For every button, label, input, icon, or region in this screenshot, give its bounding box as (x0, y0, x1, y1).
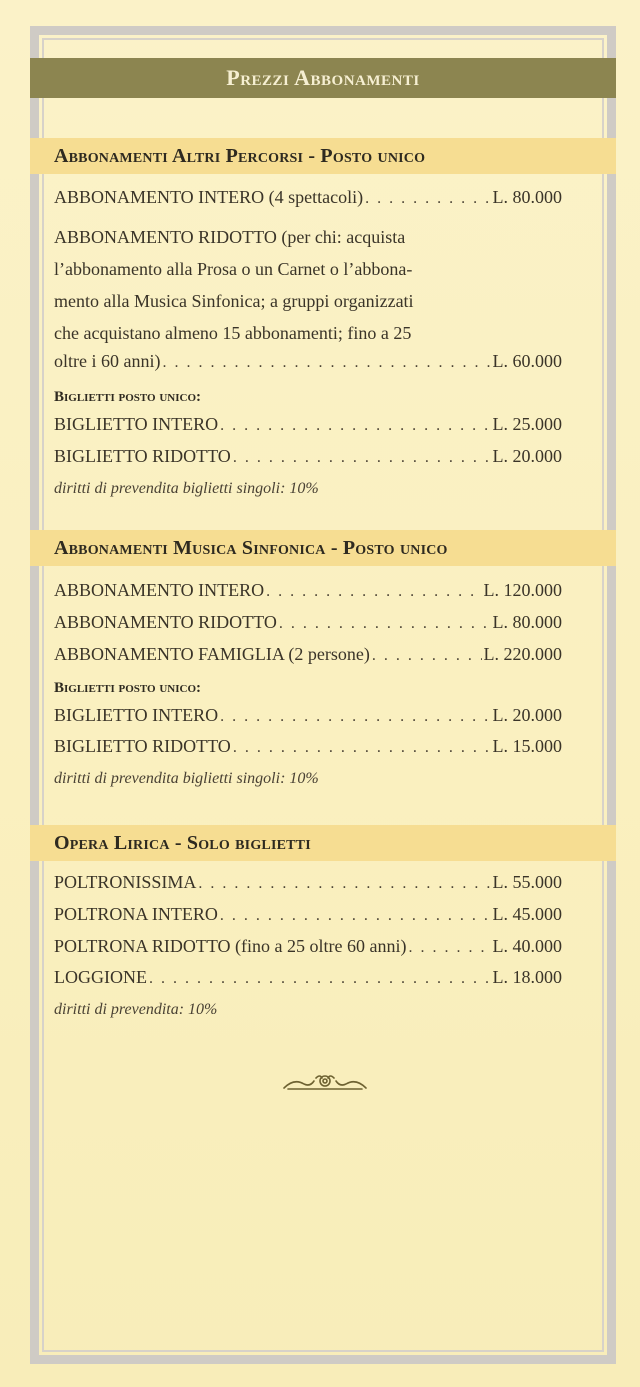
dot-leader (233, 739, 491, 757)
price-row-poltrona-ridotto (54, 936, 562, 964)
presale-fee-note: diritti di prevendita biglietti singoli: 10% (54, 480, 319, 497)
row-price: L. 15.000 (492, 736, 562, 756)
section-title: Abbonamenti Altri Percorsi - Posto unico (54, 144, 426, 167)
section-title: Abbonamenti Musica Sinfonica - Posto unico (54, 536, 448, 559)
row-price: L. 120.000 (483, 580, 562, 600)
price-row-abbonamento-famiglia (54, 644, 562, 672)
section-title: Opera Lirica - Solo biglietti (54, 831, 311, 854)
ridotto-description-line: l’abbonamento alla Prosa o un Carnet o l’abbona- (54, 259, 413, 279)
row-label: ABBONAMENTO INTERO (54, 580, 265, 600)
dot-leader (408, 939, 490, 957)
row-price: L. 55.000 (492, 872, 562, 892)
price-row-poltrona-intero (54, 904, 562, 932)
flourish-ornament-icon (282, 1072, 368, 1092)
dot-leader (233, 449, 491, 467)
main-title-band (30, 58, 616, 98)
price-row-loggione (54, 967, 562, 995)
ridotto-description-line: mento alla Musica Sinfonica; a gruppi organizzati (54, 291, 414, 311)
dot-leader (198, 875, 490, 893)
page-title: Prezzi Abbonamenti (226, 65, 420, 90)
row-label: POLTRONISSIMA (54, 872, 197, 892)
presale-fee-note: diritti di prevendita biglietti singoli: 10% (54, 770, 319, 787)
row-price: L. 20.000 (492, 705, 562, 725)
tickets-sublabel: Biglietti posto unico: (54, 389, 202, 405)
row-label: ABBONAMENTO INTERO (4 spettacoli) (54, 187, 364, 207)
dot-leader (220, 417, 490, 435)
price-row-abbonamento-intero (54, 187, 562, 215)
section-header-opera-lirica (30, 825, 616, 861)
dot-leader (372, 647, 482, 665)
ridotto-description-line: che acquistano almeno 15 abbonamenti; fino a 25 (54, 323, 412, 343)
row-price: L. 80.000 (492, 187, 562, 207)
dot-leader (149, 970, 491, 988)
dot-leader (266, 583, 481, 601)
dot-leader (365, 190, 490, 208)
dot-leader (162, 354, 490, 372)
price-row-biglietto-ridotto (54, 736, 562, 764)
row-label: BIGLIETTO RIDOTTO (54, 736, 231, 756)
row-label: LOGGIONE (54, 967, 147, 987)
row-label: BIGLIETTO INTERO (54, 705, 219, 725)
row-price: L. 20.000 (492, 446, 562, 466)
row-label: oltre i 60 anni) (54, 351, 161, 371)
row-label: BIGLIETTO INTERO (54, 414, 219, 434)
dot-leader (220, 907, 491, 925)
dot-leader (279, 615, 491, 633)
row-label: POLTRONA INTERO (54, 904, 218, 924)
price-row-abbonamento-intero (54, 580, 562, 608)
dot-leader (220, 708, 490, 726)
row-label: ABBONAMENTO FAMIGLIA (2 persone) (54, 644, 370, 664)
price-row-poltronissima (54, 872, 562, 900)
row-label: POLTRONA RIDOTTO (fino a 25 oltre 60 anni) (54, 936, 407, 956)
price-row-abbonamento-ridotto (54, 612, 562, 640)
row-price: L. 80.000 (492, 612, 562, 632)
price-row-biglietto-ridotto (54, 446, 562, 474)
price-row-abbonamento-ridotto (54, 351, 562, 379)
row-price: L. 60.000 (492, 351, 562, 371)
row-price: L. 45.000 (492, 904, 562, 924)
row-price: L. 40.000 (492, 936, 562, 956)
ridotto-description-line: ABBONAMENTO RIDOTTO (per chi: acquista (54, 227, 406, 247)
row-price: L. 25.000 (492, 414, 562, 434)
tickets-sublabel: Biglietti posto unico: (54, 680, 202, 696)
price-row-biglietto-intero (54, 414, 562, 442)
row-label: BIGLIETTO RIDOTTO (54, 446, 231, 466)
price-row-biglietto-intero (54, 705, 562, 733)
row-label: ABBONAMENTO RIDOTTO (54, 612, 277, 632)
presale-fee-note: diritti di prevendita: 10% (54, 1001, 218, 1018)
section-header-musica-sinfonica (30, 530, 616, 566)
section-header-altri-percorsi (30, 138, 616, 174)
row-price: L. 18.000 (492, 967, 562, 987)
row-price: L. 220.000 (483, 644, 562, 664)
